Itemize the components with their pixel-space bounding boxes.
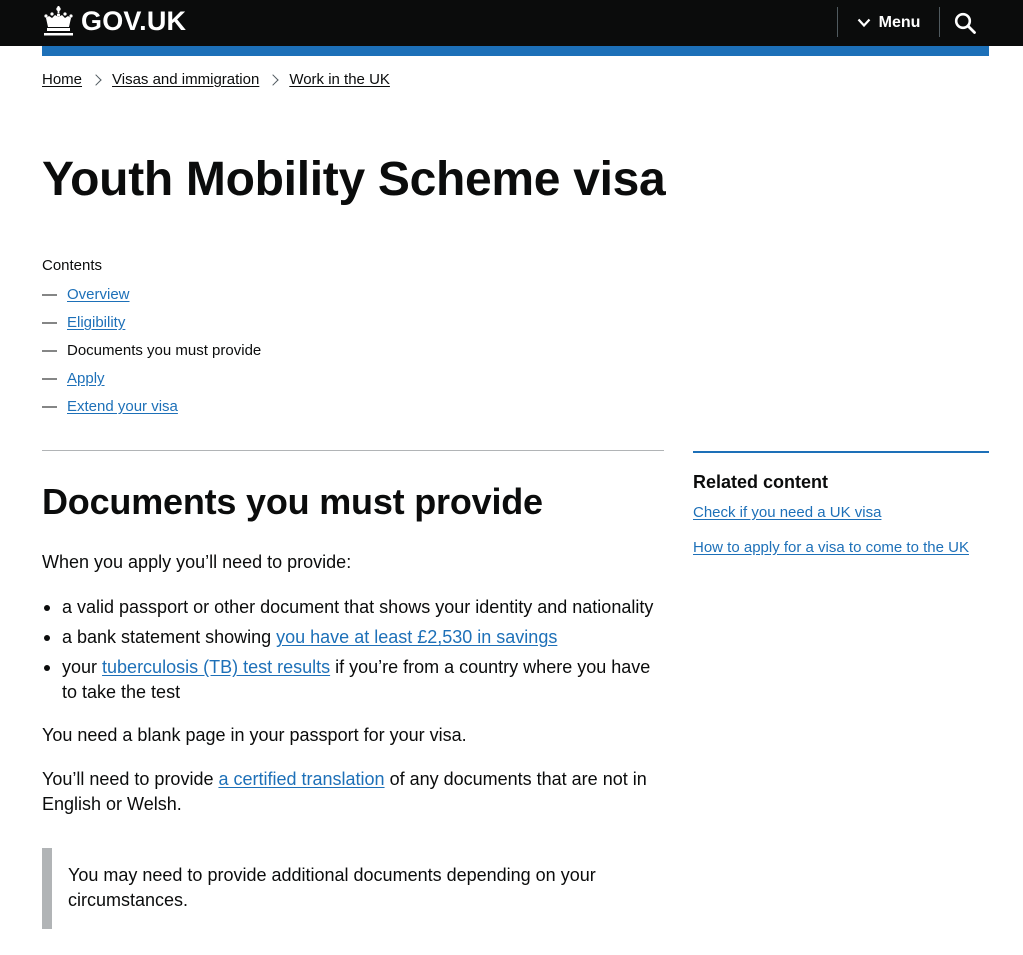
blank-page-text: You need a blank page in your passport for your visa. bbox=[42, 725, 467, 745]
dash: — bbox=[42, 314, 57, 331]
intro-text: When you apply you’ll need to provide: bbox=[42, 552, 352, 572]
list-item bbox=[42, 655, 664, 705]
bullet-text: a bank statement showing bbox=[62, 627, 277, 647]
section-divider bbox=[42, 450, 664, 451]
contents-item-current bbox=[42, 342, 261, 370]
bullet-text: your bbox=[62, 657, 103, 677]
translation-suffix: of any documents that are not in English or Welsh. bbox=[42, 769, 647, 814]
contents-item bbox=[42, 370, 261, 398]
related-links bbox=[693, 504, 989, 557]
chevron-right-icon bbox=[268, 74, 279, 85]
contents-item bbox=[42, 314, 261, 342]
contents-link-eligibility[interactable]: Eligibility bbox=[67, 314, 126, 331]
chevron-right-icon bbox=[90, 74, 101, 85]
menu-label: Menu bbox=[878, 14, 921, 31]
crown-icon bbox=[42, 6, 75, 36]
documents-list bbox=[42, 595, 664, 710]
section-heading: Documents you must provide bbox=[42, 481, 543, 522]
breadcrumb-work-in-the-uk[interactable]: Work in the UK bbox=[289, 71, 390, 88]
inset-content: You may need to provide additional documents depending on your circumstances. bbox=[68, 865, 596, 910]
list-item bbox=[42, 625, 664, 650]
dash: — bbox=[42, 370, 57, 387]
search-icon bbox=[954, 12, 976, 34]
dash: — bbox=[42, 286, 57, 303]
breadcrumb bbox=[42, 71, 390, 88]
dash: — bbox=[42, 398, 57, 415]
related-link-how-to-apply[interactable]: How to apply for a visa to come to the UK bbox=[693, 539, 969, 556]
govuk-logo-link[interactable] bbox=[42, 5, 186, 37]
list-item bbox=[42, 595, 664, 620]
header-accent-bar bbox=[42, 46, 989, 56]
related-title: Related content bbox=[693, 472, 829, 492]
translation-prefix: You’ll need to provide bbox=[42, 769, 219, 789]
contents-current-documents: Documents you must provide bbox=[67, 342, 262, 359]
bullet-text: if you’re from a country where you have to take the test bbox=[62, 657, 651, 702]
contents-link-overview[interactable]: Overview bbox=[67, 286, 130, 303]
dash: — bbox=[42, 342, 57, 359]
contents-link-extend-your-visa[interactable]: Extend your visa bbox=[67, 398, 178, 415]
related-link-check-visa[interactable]: Check if you need a UK visa bbox=[693, 504, 882, 521]
search-button[interactable] bbox=[940, 0, 990, 46]
contents-label: Contents bbox=[42, 257, 103, 274]
contents-list bbox=[42, 286, 261, 426]
list-item bbox=[693, 539, 989, 557]
related-content bbox=[693, 451, 989, 574]
chevron-down-icon bbox=[857, 18, 871, 28]
breadcrumb-visas-and-immigration[interactable]: Visas and immigration bbox=[112, 71, 260, 88]
contents-item bbox=[42, 286, 261, 314]
logo-text: GOV.UK bbox=[81, 5, 187, 36]
list-item bbox=[693, 504, 989, 522]
page-title: Youth Mobility Scheme visa bbox=[42, 153, 666, 206]
translation-text bbox=[42, 767, 664, 817]
site-header bbox=[0, 0, 1023, 46]
inset-text bbox=[42, 848, 642, 929]
contents-link-apply[interactable]: Apply bbox=[67, 370, 105, 387]
savings-link[interactable]: you have at least £2,530 in savings bbox=[276, 627, 558, 647]
menu-button[interactable] bbox=[838, 0, 939, 46]
bullet-text: a valid passport or other document that shows your identity and nationality bbox=[62, 597, 654, 617]
contents-item bbox=[42, 398, 261, 426]
tb-test-link[interactable]: tuberculosis (TB) test results bbox=[102, 657, 331, 677]
certified-translation-link[interactable]: a certified translation bbox=[218, 769, 385, 789]
breadcrumb-home[interactable]: Home bbox=[42, 71, 83, 88]
